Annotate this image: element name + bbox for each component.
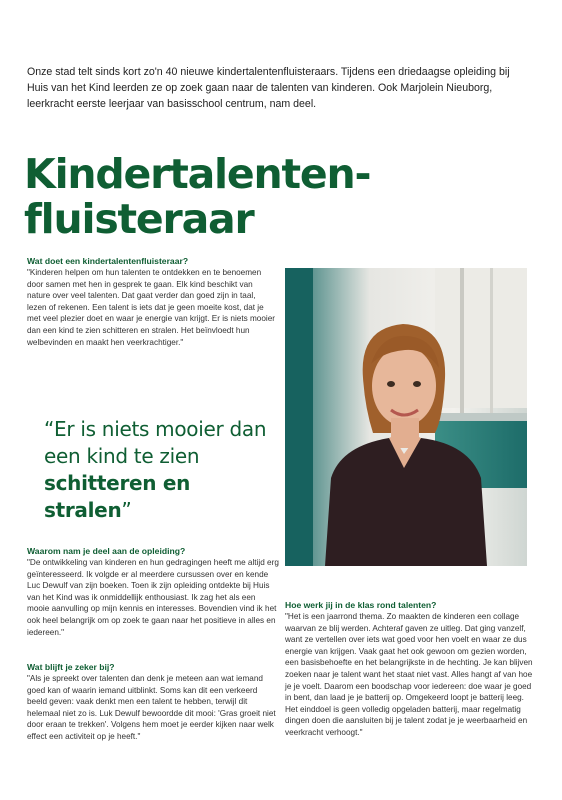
answer-paragraph: "De ontwikkeling van kinderen en hun gedragingen heeft me altijd erg geïnteresseerd. Ik volgde er al meerdere cursussen over en kende Luc Dewulf van zijn boeken. Toen ik zijn opleiding ontdekte bij Huis van het Kind was ik onmiddellijk enthousiast. Ik zag het als een mooie aanvulling op mijn kennis en interesses. Bovendien vind ik het ook heel belangrijk om op zoek te gaan naar het positieve in alles en iedereen." (27, 558, 279, 637)
question-heading: Wat doet een kindertalentenfluisteraar? (27, 256, 189, 266)
intro-paragraph: Onze stad telt sinds kort zo'n 40 nieuwe kindertalentenfluisteraars. Tijdens een driedaagse opleiding bij Huis van het Kind leerden ze op zoek gaan naar de talenten van kinderen. Ook Marjolein Nieuborg, leerkracht eerste leerjaar van basisschool centrum, nam deel. (27, 65, 510, 110)
pull-quote-text: “Er is niets mooier dan een kind te zien (44, 417, 267, 468)
question-heading: Hoe werk jij in de klas rond talenten? (285, 600, 437, 610)
title-line-2: fluisteraar (24, 195, 254, 243)
pull-quote-highlight: schitteren en stralen (44, 471, 191, 522)
answer-paragraph: "Het is een jaarrond thema. Zo maakten de kinderen een collage waarvan ze blij werden. Achteraf gaven ze uitleg. Dat ging vanzelf, want ze vertellen over iets wat goed voor hen voelt en waar ze dus energie van krijgen. Vaak gaat het ook gewoon om gezien worden, een basisbehoefte en het belangrijkste in de hechting. Je kan blijven zoeken naar je talent want het staat niet vast. Alles hangt af van hoe je je voelt. Daarom een boodschap voor iedereen: doe waar je goed in bent, dan laad je je batterij op. Omgekeerd loopt je batterij leeg. Het einddoel is geen volledig opgeladen batterij, maar regelmatig dingen doen die aansluiten bij je talent zodat je je weerbaarheid en veerkracht verhoogt." (285, 612, 533, 737)
pull-quote (44, 416, 269, 524)
answer-paragraph: "Als je spreekt over talenten dan denk je meteen aan wat iemand goed kan of waarin iemand uitblinkt. Soms kan dit een verkeerd beeld geven: vaak denkt men een talent te hebben, terwijl dit helemaal niet zo is. Luk Dewulf bewoordde dit mooi: 'Gras groeit niet door eraan te trekken'. Volgens hem moet je eerder kijken naar welk effect een activiteit op je heeft." (27, 674, 276, 741)
portrait-illustration (285, 268, 527, 566)
question-heading: Wat blijft je zeker bij? (27, 662, 115, 672)
title-line-1: Kindertalenten- (24, 150, 371, 198)
answer-paragraph: "Kinderen helpen om hun talenten te ontdekken en te benoemen door samen met hen in gesprek te gaan. Elk kind beschikt van nature over veel talenten. Dat gaat verder dan goed zijn in taal, lezen of rekenen. Een talent is iets dat je geen moeite kost, dat je met veel plezier doet en waar je energie van krijgt. Er is niets mooier dan een kind te zien schitteren en stralen. Het beïnvloedt hun welbevinden en maakt hen veerkrachtiger." (27, 268, 276, 347)
question-heading: Waarom nam je deel aan de opleiding? (27, 546, 186, 556)
page-title (24, 152, 544, 242)
pull-quote-close: ” (121, 498, 132, 522)
portrait-photo (285, 268, 527, 566)
